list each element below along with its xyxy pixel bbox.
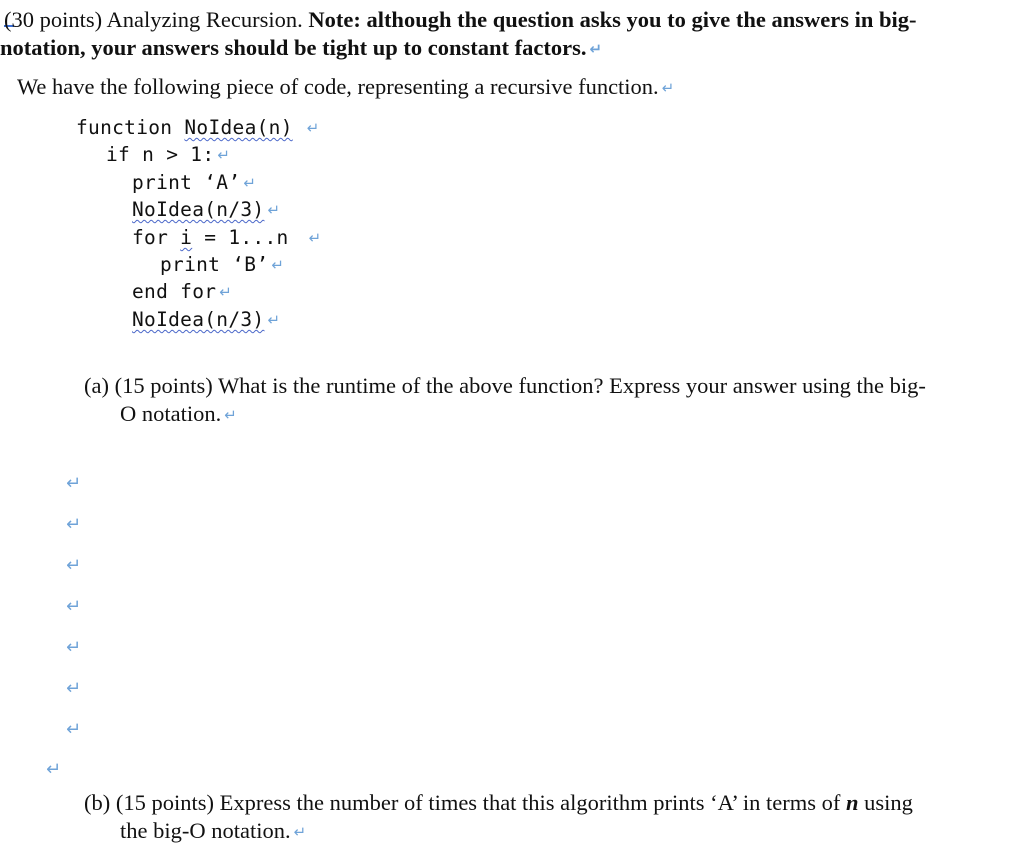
lead-paragraph (17, 73, 674, 103)
paragraph-mark-icon: ↵ (293, 823, 307, 841)
question-header-line-2 (0, 34, 602, 64)
paragraph-mark-icon: ↵ (308, 229, 322, 247)
part-b-line-1 (84, 789, 913, 817)
empty-paragraph-mark-icon: ↵ (66, 596, 82, 617)
part-b-text-1: (15 points) Express the number of times that this algorithm prints ‘A’ in terms of (115, 790, 846, 815)
empty-paragraph-mark-icon: ↵ (46, 759, 62, 780)
code-line-6 (160, 251, 284, 280)
paragraph-mark-icon: ↵ (243, 174, 257, 192)
lead-text: We have the following piece of code, representing a recursive function. (17, 74, 659, 99)
code-line-7 (132, 278, 232, 307)
code-line-3 (132, 169, 256, 198)
paragraph-mark-icon: ↵ (224, 406, 237, 424)
code-function-name: NoIdea(n) (184, 116, 293, 139)
code-print-a: print ‘A’ (132, 171, 241, 194)
code-line-5 (132, 224, 321, 253)
code-print-b: print ‘B’ (160, 253, 269, 276)
empty-paragraph-mark-icon: ↵ (66, 514, 82, 535)
empty-paragraph-mark-icon: ↵ (66, 678, 82, 699)
question-note-1: Note: although the question asks you to give the answers in big- (308, 7, 917, 32)
paragraph-mark-icon: ↵ (267, 311, 281, 329)
question-note-2: notation, your answers should be tight up to constant factors. (0, 35, 587, 60)
part-a-line-1 (84, 372, 926, 400)
paragraph-mark-icon: ↵ (661, 79, 675, 97)
code-line-4 (132, 196, 280, 225)
code-line-1 (76, 114, 320, 143)
paragraph-mark-icon: ↵ (271, 256, 285, 274)
part-a-text-2: O notation. (120, 401, 222, 426)
code-loop-var: i (180, 226, 193, 249)
paragraph-mark-icon: ↵ (589, 40, 603, 58)
empty-paragraph-mark-icon: ↵ (66, 555, 82, 576)
part-b-label: (b) (84, 790, 111, 815)
paragraph-mark-icon: ↵ (217, 146, 231, 164)
question-header-line-1 (4, 6, 917, 34)
empty-paragraph-mark-icon: ↵ (66, 473, 82, 494)
paragraph-mark-icon: ↵ (219, 283, 233, 301)
code-line-8 (132, 306, 280, 335)
code-line-2 (106, 141, 230, 170)
code-recursive-call-1: NoIdea(n/3) (132, 198, 265, 221)
empty-paragraph-mark-icon: ↵ (66, 719, 82, 740)
paragraph-mark-icon: ↵ (267, 201, 281, 219)
paragraph-mark-icon: ↵ (306, 119, 320, 137)
code-end-for: end for (132, 280, 217, 303)
code-keyword: function (76, 116, 185, 139)
empty-paragraph-mark-icon: ↵ (66, 637, 82, 658)
question-intro: (30 points) Analyzing Recursion. (4, 7, 309, 32)
part-b-text-1-end: using (858, 790, 913, 815)
part-b-text-2: the big-O notation. (120, 818, 291, 843)
code-for: for (132, 226, 181, 249)
part-b-line-2 (120, 817, 306, 847)
code-if: if n > 1: (106, 143, 215, 166)
part-a-line-2 (120, 400, 237, 430)
part-a-text-1: (15 points) What is the runtime of the above function? Express your answer using the big- (114, 373, 926, 398)
code-recursive-call-2: NoIdea(n/3) (132, 308, 265, 331)
part-a-label: (a) (84, 373, 109, 398)
part-b-variable: n (845, 790, 859, 815)
code-range: = 1...n (192, 226, 301, 249)
